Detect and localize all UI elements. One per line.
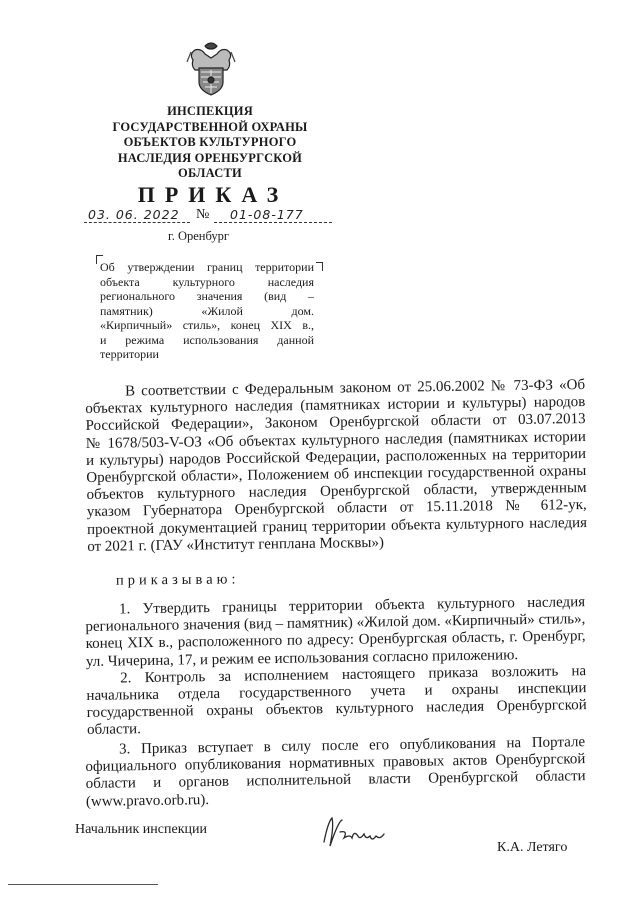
item-line: официального опубликования нормативных правовых актов Оренбургской [85,751,586,776]
preamble-line: от 2021 г. (ГАУ «Институт генплана Москвы») [87,534,385,555]
issuing-organization [95,104,325,182]
item-line: 3. Приказ вступает в силу после его опубликования на Портале [118,734,586,758]
item-line: регионального значения (вид – памятник) «Жилой дом. «Кирпичный» стиль», [85,611,586,636]
item-line: конец XIX в., расположенного по адресу: Оренбургская область, г. Оренбург, [85,628,586,653]
org-line: ОБЛАСТИ [178,166,242,180]
signatory-position: Начальник инспекции [75,822,207,837]
item-line: ул. Чичерина, 17, и режим ее использования согласно приложению. [85,646,519,670]
document-date: 03. 06. 2022 [88,207,180,222]
preamble-line: и культуры) народов Российской Федерации, расположенных на территории [85,445,587,469]
preamble-line: объектах культурного наследия (памятниках истории и культуры) народов [85,394,586,418]
org-line: ИНСПЕКЦИЯ [167,104,253,118]
preamble-line: № 1678/503-V-ОЗ «Об объектах культурного наследия (памятниках истории [85,428,586,452]
org-line: ОБЪЕКТОВ КУЛЬТУРНОГО [123,135,297,149]
document-title: ПРИКАЗ [137,182,289,207]
item-line: области. [86,721,142,739]
preamble-line: В соответствии с Федеральным законом от 25.06.2002 № 73-ФЗ «Об [124,377,586,400]
subject-line: территории [100,347,159,361]
handwritten-signature [318,812,398,852]
item-line: (www.pravo.orb.ru). [85,791,210,810]
item-line: 2. Контроль за исполнением настоящего приказа возложить на [120,662,587,687]
preamble-line: Российской Федерации», Законом Оренбургской области от 03.07.2013 [85,411,586,435]
order-item-3 [85,734,586,811]
number-underline [214,222,332,223]
order-word: приказываю: [115,571,240,589]
subject-line: памятник) «Жилой дом. [100,303,314,318]
preamble-line: проектной документацией границ территории объекта культурного наследия [86,514,588,538]
footer-divider [8,884,158,885]
document-number: 01-08-177 [230,207,304,222]
document-subject [100,260,314,362]
document-city: г. Оренбург [168,229,229,243]
subject-line: и режима использования данной [100,332,314,347]
subject-line: регионального значения (вид – [100,289,314,303]
item-line: области и органов исполнительной власти Оренбургской области [85,768,586,793]
date-number-line [84,207,344,227]
subject-line: Об утверждении границ территории [100,260,314,274]
item-line: государственной охраны объектов культурного наследия Оренбургской [86,697,587,722]
preamble-paragraph [85,377,587,556]
subject-line: объекта культурного наследия [100,274,314,289]
subject-line: «Кирпичный» стиль», конец XIX в., [100,318,314,332]
date-underline [84,222,190,223]
signatory-name: К.А. Летяго [497,840,568,855]
item-line: начальника отдела государственного учета и охраны инспекции [86,680,587,704]
number-sign: № [196,207,210,222]
item-line: 1. Утвердить границы территории объекта культурного наследия [118,594,586,618]
preamble-line: Оренбургской области», Положением об инспекции государственной охраны [86,462,587,486]
preamble-line: объектов культурного наследия Оренбургской области, утвержденным [86,480,587,504]
subject-bracket-right [316,262,323,271]
coat-of-arms-emblem [185,40,237,98]
org-line: НАСЛЕДИЯ ОРЕНБУРГСКОЙ [117,150,303,165]
preamble-line: указом Губернатора Оренбургской области от 15.11.2018 № 612-ук, [86,497,587,521]
org-line: ГОСУДАРСТВЕННОЙ ОХРАНЫ [112,119,308,134]
order-items [85,594,587,739]
